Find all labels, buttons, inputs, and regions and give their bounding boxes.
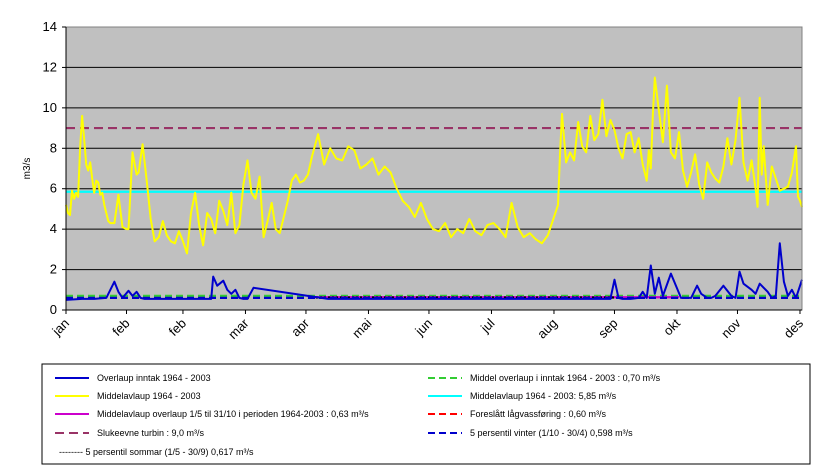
legend-label: Middelavlaup overlaup 1/5 til 31/10 i perioden 1964-2003 : 0,63 m³/s [97,409,369,419]
legend-label: Slukeevne turbin : 9,0 m³/s [97,428,205,438]
x-tick-label: aug [534,315,561,342]
y-tick-label: 10 [42,99,57,115]
x-tick-label: jul [477,315,498,336]
x-tick-label: feb [165,315,190,339]
legend-label: Middelavlaup 1964 - 2003: 5,85 m³/s [470,391,617,401]
x-tick-label: jun [412,315,436,339]
x-tick-label: apr [288,315,313,340]
legend-label: Middelavlaup 1964 - 2003 [97,391,201,401]
y-tick-label: 12 [42,59,57,75]
legend-label: Middel overlaup i inntak 1964 - 2003 : 0,70 m³/s [470,373,661,383]
x-tick-label: jan [49,315,73,339]
legend-label: -------- 5 persentil sommar (1/5 - 30/9) 0,617 m³/s [59,447,254,457]
legend-label: Overlaup inntak 1964 - 2003 [97,373,211,383]
y-axis-title: m3/s [22,157,33,180]
y-tick-label: 8 [49,140,57,156]
legend [42,364,810,464]
y-tick-label: 0 [49,302,57,317]
legend-label: Foreslått lågvassføring : 0,60 m³/s [470,409,607,419]
x-tick-label: feb [109,315,133,339]
legend-label: 5 persentil vinter (1/10 - 30/4) 0,598 m³/s [470,428,633,438]
x-tick-label: mar [225,315,252,342]
y-tick-label: 4 [49,221,57,237]
x-tick-label: des [780,315,807,341]
y-tick-label: 6 [49,180,57,196]
y-tick-label: 2 [49,261,57,277]
y-tick-label: 14 [42,19,57,34]
x-tick-label: okt [660,315,684,339]
x-tick-label: sep [595,315,621,341]
x-tick-label: mai [349,315,375,341]
x-tick-label: nov [718,315,744,341]
